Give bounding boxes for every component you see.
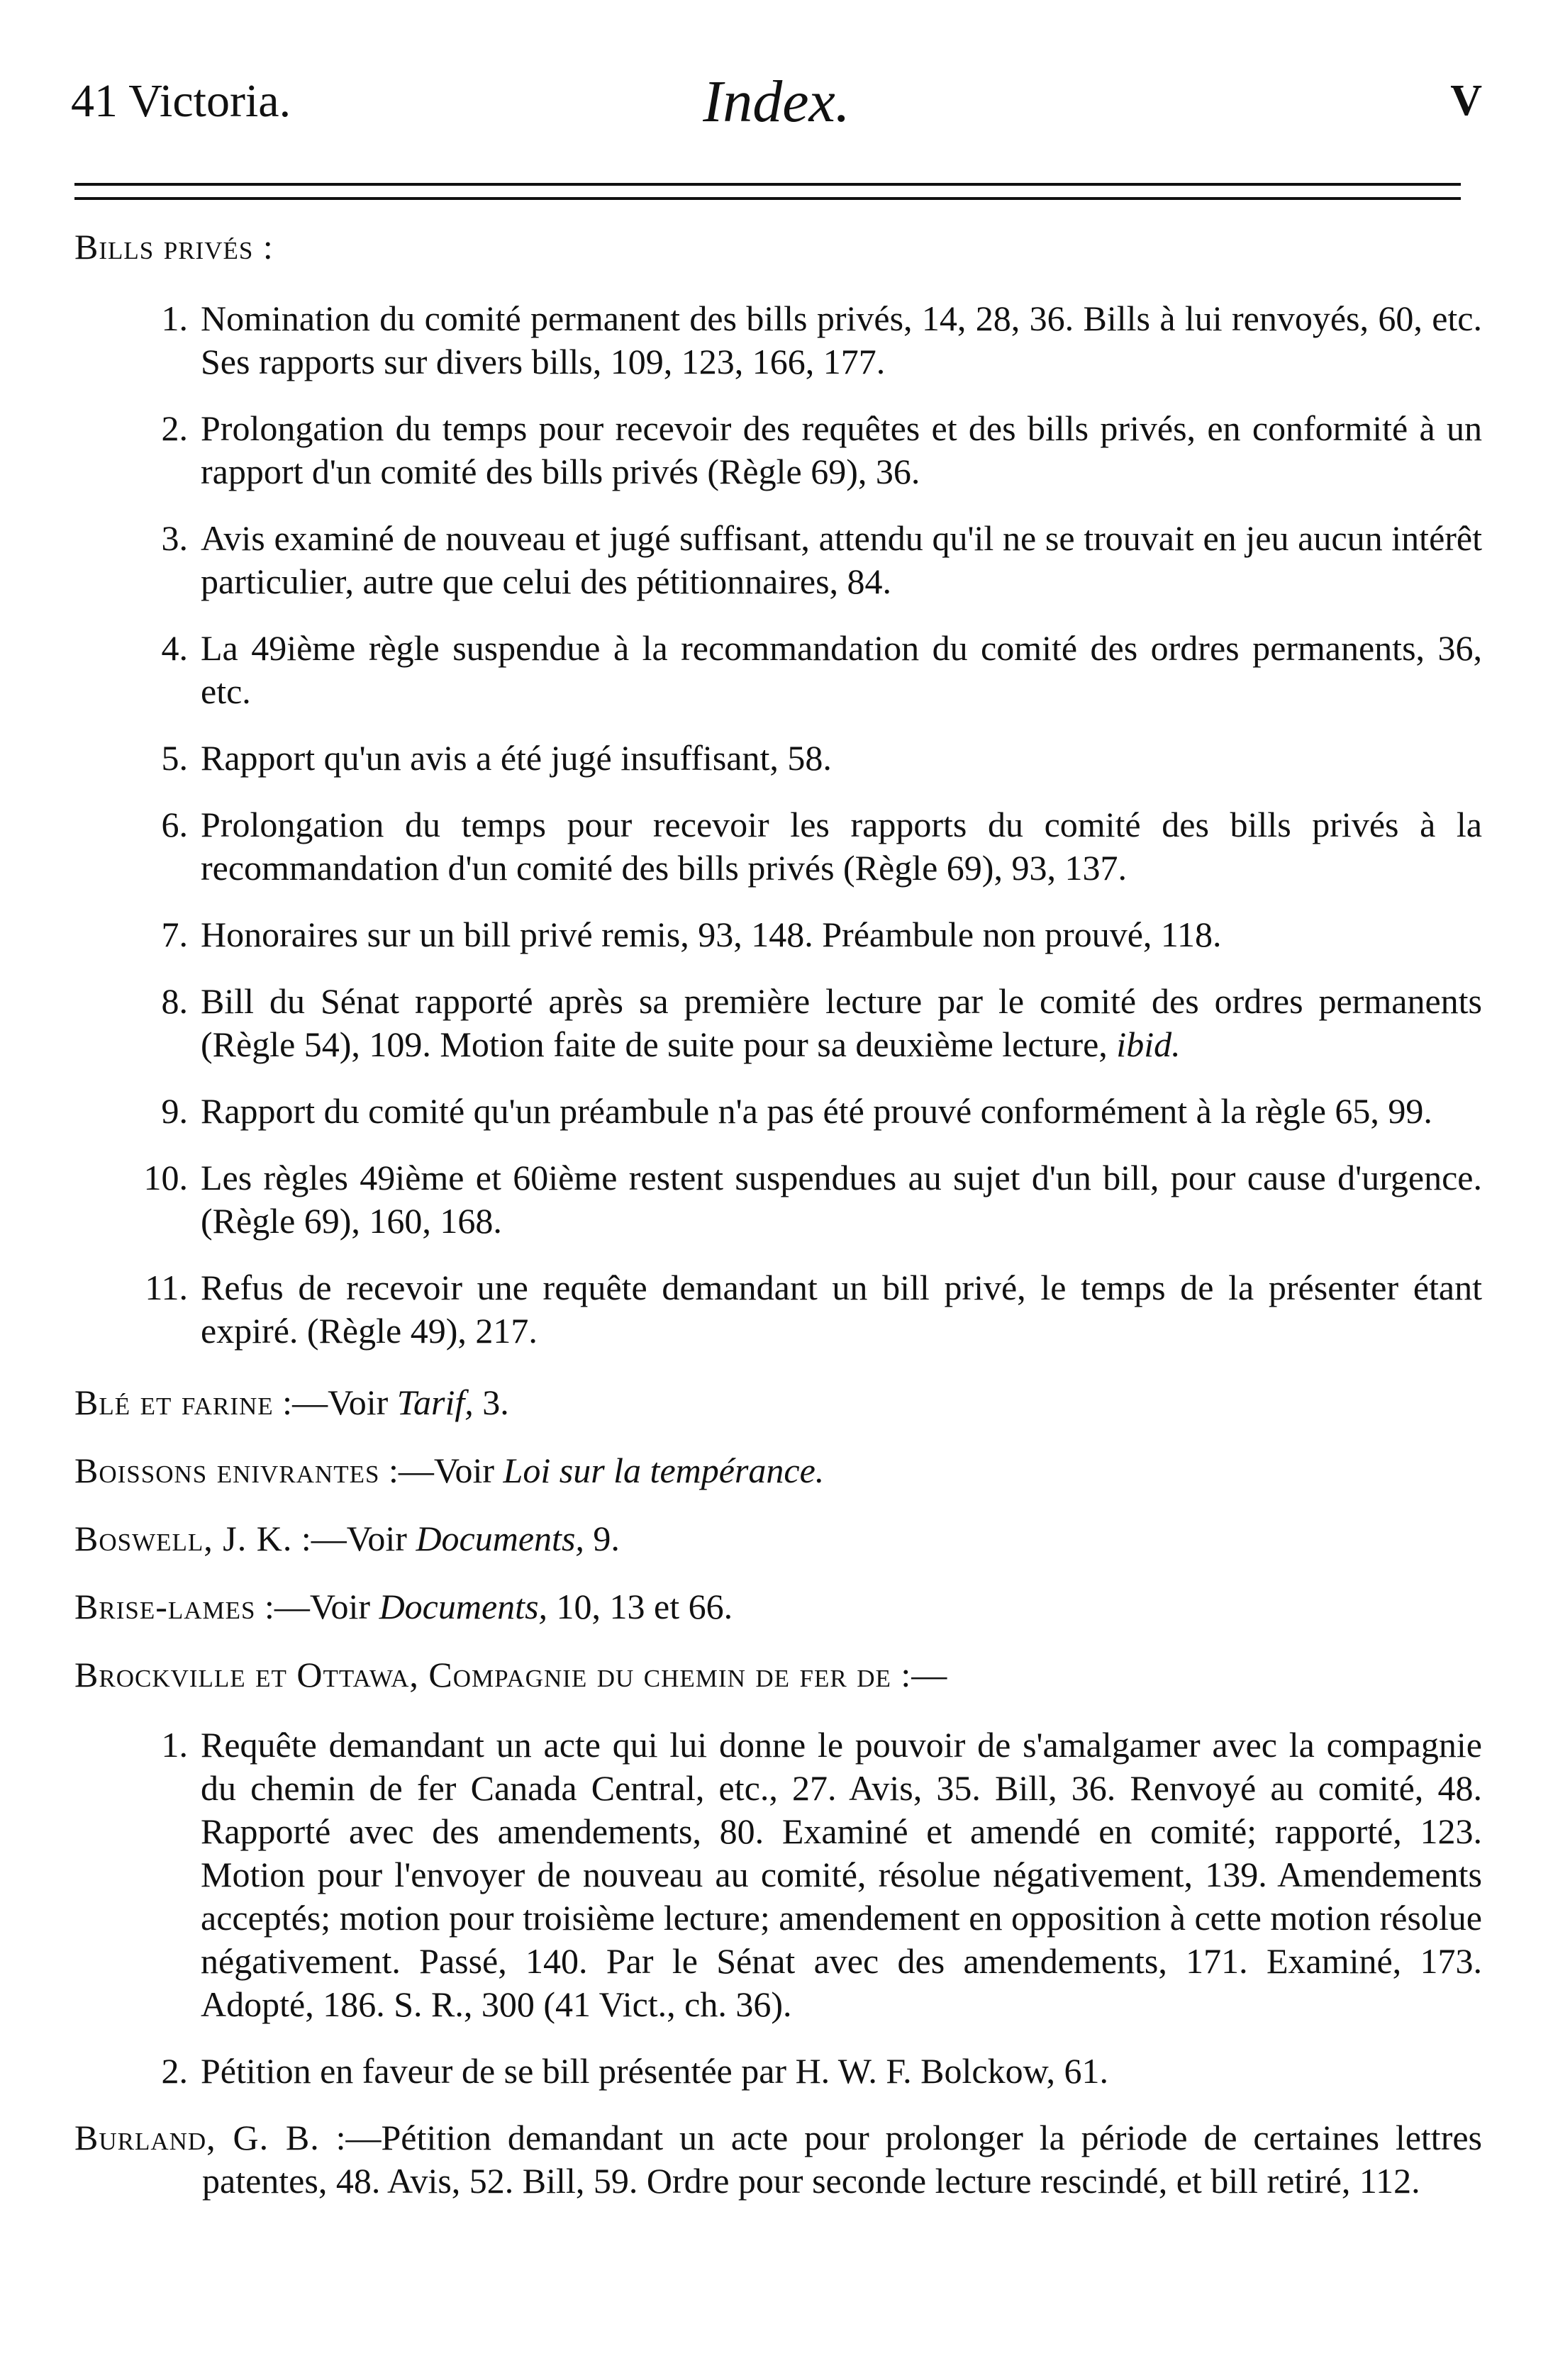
index-entry (74, 1381, 1482, 1424)
item-number: 6. (161, 805, 188, 844)
item-number: 2. (161, 408, 188, 448)
entry-reference: Loi sur la tempérance. (503, 1451, 825, 1490)
index-item (74, 627, 1482, 713)
header-rule-top (74, 183, 1461, 186)
entry-heading: Burland, G. B. (74, 2118, 320, 2157)
item-text: Prolongation du temps pour recevoir les rapports du comité des bills privés à la recommandation d'un comité des bills privés (Règle 69), 93, 137. (201, 805, 1482, 888)
item-number: 9. (161, 1091, 188, 1131)
index-item (74, 1090, 1482, 1133)
index-entry-burland (74, 2116, 1482, 2203)
item-number: 5. (161, 738, 188, 778)
entry-text: :—Voir (273, 1382, 397, 1422)
entry-heading: Blé et farine (74, 1382, 274, 1422)
item-number: 1. (161, 298, 188, 338)
entry-text: :—Pétition demandant un acte pour prolonger la période de certaines lettres patentes, 48. Avis, 52. Bill, 59. Ordre pour seconde lecture rescindé, et bill retiré, 112. (202, 2118, 1483, 2201)
item-text: Rapport qu'un avis a été jugé insuffisant, 58. (201, 738, 832, 778)
item-number: 1. (161, 1725, 188, 1765)
item-text: La 49ième règle suspendue à la recommandation du comité des ordres permanents, 36, etc. (201, 628, 1482, 711)
entry-reference: Tarif, (396, 1382, 474, 1422)
index-item (74, 297, 1482, 384)
index-item (74, 803, 1482, 890)
item-text: Avis examiné de nouveau et jugé suffisant, attendu qu'il ne se trouvait en jeu aucun intérêt particulier, autre que celui des pétitionnaires, 84. (201, 518, 1482, 601)
index-item (74, 1266, 1482, 1353)
item-text: Rapport du comité qu'un préambule n'a pas été prouvé conformément à la règle 65, 99. (201, 1091, 1432, 1131)
item-text: Refus de recevoir une requête demandant un bill privé, le temps de la présenter étant expiré. (Règle 49), 217. (201, 1268, 1482, 1351)
page-number: V (1450, 77, 1482, 125)
entry-text: 10, 13 et 66. (547, 1587, 733, 1626)
item-text: Nomination du comité permanent des bills privés, 14, 28, 36. Bills à lui renvoyés, 60, etc. Ses rapports sur divers bills, 109, 123, 166, 177. (201, 298, 1482, 381)
index-item (74, 407, 1482, 493)
item-text: Les règles 49ième et 60ième restent suspendues au sujet d'un bill, pour cause d'urgence. (Règle 69), 160, 168. (201, 1158, 1482, 1241)
index-item (74, 913, 1482, 956)
volume-label: 41 Victoria. (71, 75, 291, 127)
item-number: 4. (161, 628, 188, 668)
header-rule-bottom (74, 197, 1461, 200)
item-number: 11. (145, 1268, 188, 1307)
entry-reference: Documents, (379, 1587, 548, 1626)
item-text: Requête demandant un acte qui lui donne le pouvoir de s'amalgamer avec la compagnie du chemin de fer Canada Central, etc., 27. Avis, 35. Bill, 36. Renvoyé au comité, 48. Rapporté avec des amendements, 80. Examiné et amendé en comité; rapporté, 123. Motion pour l'envoyer de nouveau au comité, résolue négativement, 139. Amendements acceptés; motion pour troisième lecture; amendement en opposition à cette motion résolue négativement. Passé, 140. Par le Sénat avec des amendements, 171. Examiné, 173. Adopté, 186. S. R., 300 (41 Vict., ch. 36). (201, 1725, 1482, 2024)
item-text: Honoraires sur un bill privé remis, 93, 148. Préambule non prouvé, 118. (201, 915, 1222, 954)
item-text-italic: ibid. (1116, 1024, 1181, 1064)
section-heading-brockville: Brockville et Ottawa, Compagnie du chemin de fer de :— (74, 1655, 948, 1694)
index-content (74, 225, 1482, 2228)
item-text: Prolongation du temps pour recevoir des requêtes et des bills privés, en conformité à un rapport d'un comité des bills privés (Règle 69), 36. (201, 408, 1482, 491)
index-item (74, 2050, 1482, 2093)
item-number: 10. (143, 1158, 188, 1197)
item-text: Bill du Sénat rapporté après sa première lecture par le comité des ordres permanents (Règle 54), 109. Motion faite de suite pour sa deuxième lecture, (201, 981, 1482, 1064)
entry-text: 3. (473, 1382, 509, 1422)
entry-heading: Boissons enivrantes (74, 1451, 380, 1490)
item-number: 7. (161, 915, 188, 954)
entry-reference: Documents, (416, 1519, 584, 1558)
index-item (74, 517, 1482, 603)
entry-text: :—Voir (292, 1519, 416, 1558)
index-entry (74, 1517, 1482, 1560)
entry-text: 9. (584, 1519, 620, 1558)
section-heading-bills-prives: Bills privés : (74, 227, 274, 267)
index-item (74, 737, 1482, 780)
entry-text: :—Voir (255, 1587, 379, 1626)
item-number: 2. (161, 2051, 188, 2091)
item-number: 3. (161, 518, 188, 558)
index-entry (74, 1585, 1482, 1628)
index-item (74, 980, 1482, 1066)
index-item (74, 1723, 1482, 2026)
item-number: 8. (161, 981, 188, 1021)
index-item (74, 1156, 1482, 1243)
entry-text: :—Voir (379, 1451, 503, 1490)
page-header (71, 67, 1482, 145)
entry-heading: Brise-lames (74, 1587, 256, 1626)
page-title: Index. (703, 69, 850, 135)
item-text: Pétition en faveur de se bill présentée par H. W. F. Bolckow, 61. (201, 2051, 1108, 2091)
entry-heading: Boswell, J. K. (74, 1519, 293, 1558)
index-entry (74, 1449, 1482, 1492)
